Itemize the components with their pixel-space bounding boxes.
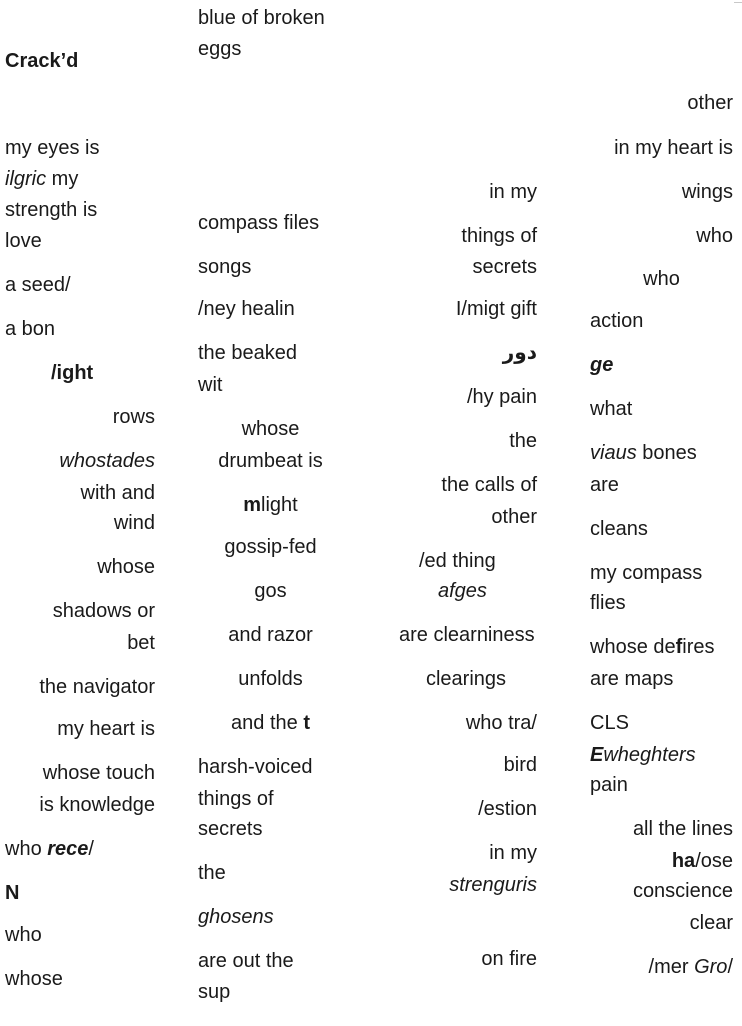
poem-line: unfolds [238,668,303,690]
poem-line [590,846,733,877]
poem-line: afges [438,580,487,602]
poem-line: harsh-voiced [198,756,313,778]
bold-letter: m [243,494,262,516]
poem-line [198,490,343,521]
poem-line: bird [503,754,537,776]
poem-line: wind [113,512,155,534]
italic-word: wheghters [603,744,696,766]
poem-line: things of [461,225,537,247]
poem-line: gossip-fed [224,536,317,558]
poem-line: is knowledge [39,794,155,816]
poem-line: are clearniness [399,624,535,646]
poem-line: whose [97,556,155,578]
poem-line: who [643,268,680,290]
poem-line: my eyes is [5,137,100,159]
poem-line: I/migt gift [455,298,537,320]
bold-letter: f [675,636,683,658]
poem-line: whostades [59,450,155,472]
poem-line: gos [254,580,287,602]
poem-line: strenguris [449,874,537,896]
poem-text: who [5,838,48,860]
poem-line: what [590,398,633,420]
poem-line [198,708,343,739]
bold-word: ha [671,850,696,872]
poem-line: are maps [590,668,674,690]
poem-text: light [261,494,298,516]
poem-line: sup [198,981,231,1003]
poem-line: my compass [590,562,703,584]
poem-text: bones [636,442,697,464]
poem-line: blue of broken [198,7,325,29]
bold-italic-word: rece [47,838,89,860]
poem-line: eggs [198,38,242,60]
page-corner-mark [734,2,742,3]
poem-line-arabic: دور [502,342,537,364]
poem-line [590,438,733,469]
poem-line: love [5,230,42,252]
poem-line: the calls of [441,474,537,496]
poem-line: in my [489,181,537,203]
poem-line: the [509,430,537,452]
poem-line: compass files [198,212,320,234]
poem-line: /estion [478,798,537,820]
poem-text: /mer [648,956,695,978]
poem-line: a seed/ [5,274,71,296]
poem-line: cleans [590,518,648,540]
poem-line: whose [241,418,300,440]
poem-line: clear [689,912,733,934]
poem-line: bet [127,632,155,654]
poem-line: who [696,225,733,247]
poem-line: /ed thing [419,550,496,572]
poem-line: songs [198,256,252,278]
bold-letter: t [303,712,310,734]
poem-line [5,164,155,195]
poem-line: drumbeat is [218,450,323,472]
poem-line: on fire [481,948,537,970]
poem-line: are out the [198,950,294,972]
poem-line: /ight [51,362,94,384]
poem-line: a bon [5,318,56,340]
poem-line [590,952,733,983]
poem-line: strength is [5,199,98,221]
poem-text: and the [231,712,304,734]
poem-line: /ney healin [198,298,295,320]
bold-italic-letter: E [590,744,604,766]
poem-text: / [88,838,94,860]
poem-line: secrets [198,818,263,840]
poem-line: other [687,92,733,114]
poem-line: wings [681,181,733,203]
poem-line: shadows or [52,600,155,622]
poem-text: / [727,956,733,978]
poem-line: whose [5,968,63,990]
poem-line: wit [198,374,223,396]
poem-text: ires [682,636,715,658]
poem-line: action [590,310,644,332]
poem-line: secrets [472,256,537,278]
poem-title: Crack’d [5,50,79,72]
poem-line: rows [112,406,155,428]
poem-line: whose touch [42,762,155,784]
poem-line: ghosens [198,906,274,928]
poem-line [590,740,733,771]
poem-line [5,834,155,865]
poem-line: N [5,882,20,904]
poem-line: are [590,474,619,496]
poem-line: who tra/ [465,712,537,734]
poem-line: with and [80,482,155,504]
poem-text: my [46,168,79,190]
poem-line: the beaked [198,342,297,364]
poem-line: flies [590,592,626,614]
poem-line: in my heart is [614,137,733,159]
poem-line: CLS [590,712,629,734]
poem-line: ge [590,354,614,376]
italic-word: Gro [694,956,728,978]
poem-line: pain [590,774,628,796]
poem-line: things of [198,788,274,810]
poem-line: in my [489,842,537,864]
poem-text: /ose [695,850,733,872]
italic-word: viaus [590,442,637,464]
poem-line: /hy pain [466,386,537,408]
poem-line: other [491,506,537,528]
poem-line: the navigator [39,676,155,698]
poem-text: whose de [590,636,676,658]
poem-line: all the lines [632,818,733,840]
italic-word: ilgric [5,168,47,190]
poem-line: the [198,862,226,884]
poem-line: conscience [632,880,733,902]
poem-line: clearings [425,668,507,690]
poem-line: my heart is [57,718,155,740]
poem-line: who [5,924,42,946]
poem-line [590,632,733,663]
poem-line: and razor [228,624,313,646]
